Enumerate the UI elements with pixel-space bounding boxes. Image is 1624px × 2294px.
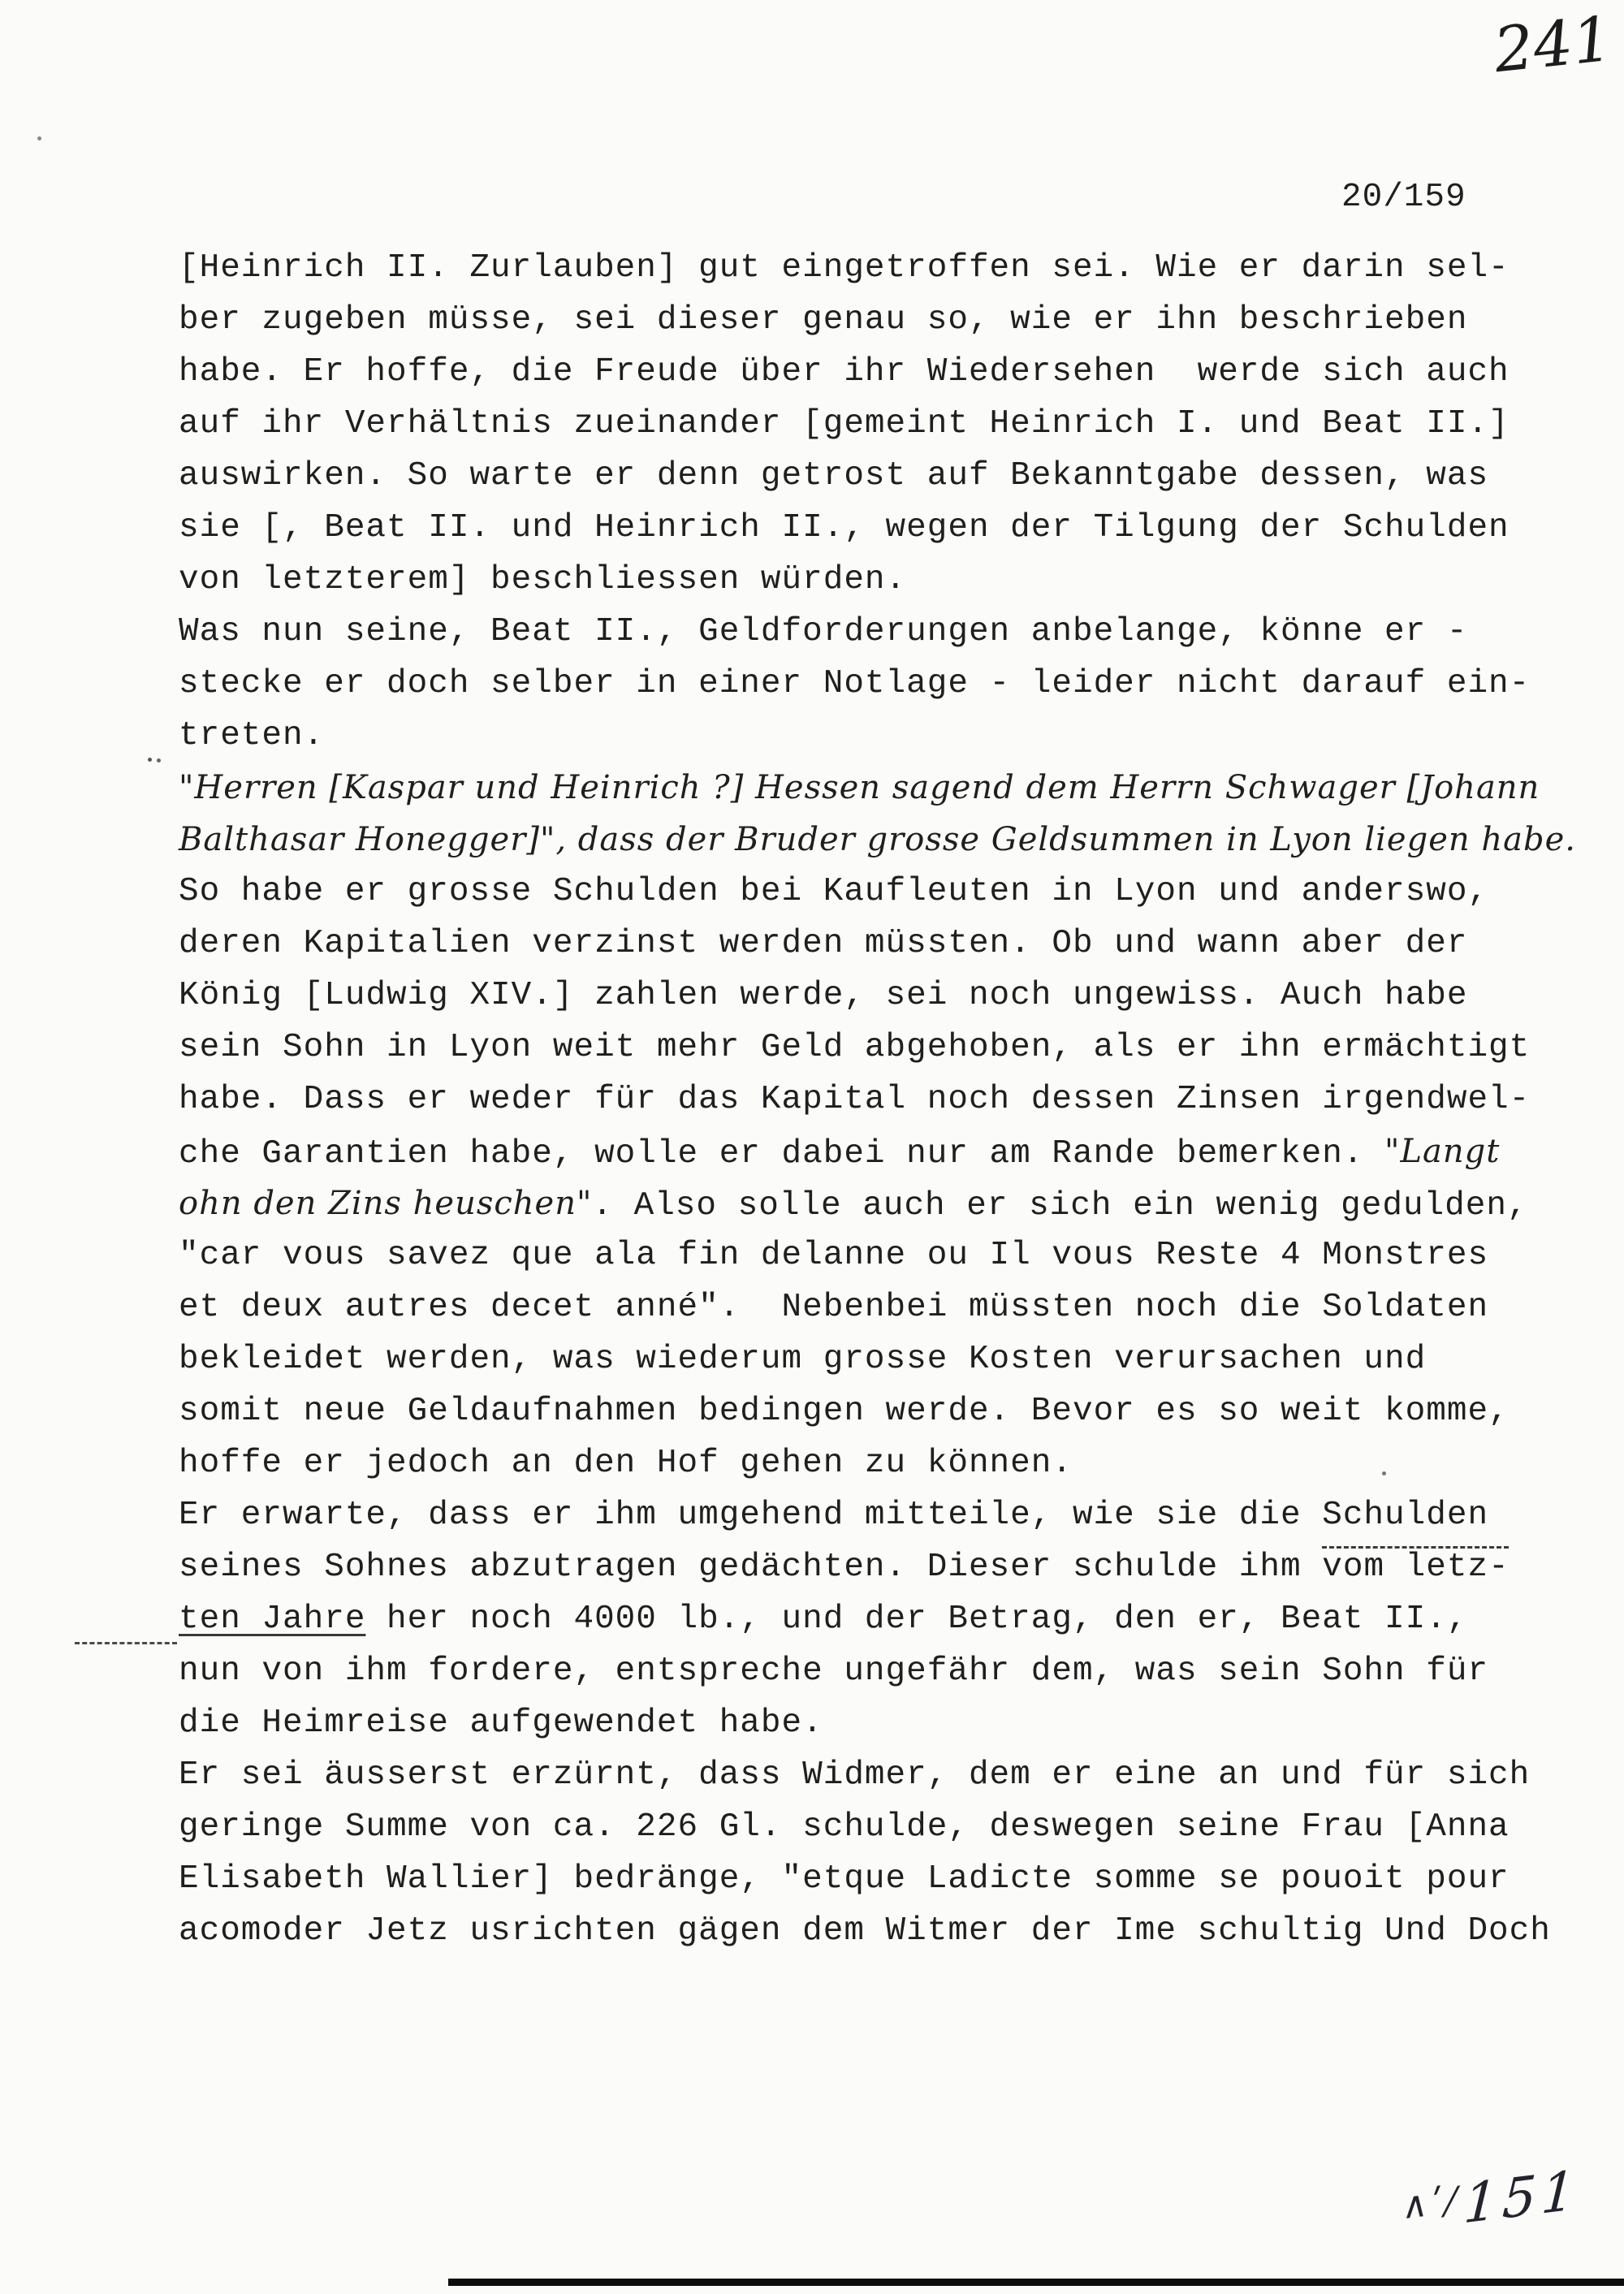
text-line	[179, 1697, 1576, 1749]
typewriter-text: somit neue Geldaufnahmen bedingen werde. Bevor es so weit komme,	[179, 1393, 1510, 1430]
text-line	[179, 970, 1576, 1022]
text-line	[179, 1022, 1576, 1074]
typewriter-text: die Heimreise aufgewendet habe.	[179, 1704, 823, 1742]
underlined-text: ten Jahre	[179, 1601, 366, 1638]
typewriter-text: Er erwarte, dass er ihm umgehend mitteile, wie sie die Schulden	[179, 1497, 1489, 1534]
typewriter-text: Was nun seine, Beat II., Geldforderungen anbelange, könne er -	[179, 613, 1468, 650]
typewriter-text: seines Sohnes abzutragen gedächten. Dieser schulde ihm	[179, 1549, 1323, 1586]
typewriter-text: [Heinrich II. Zurlauben] gut eingetroffen sei. Wie er darin sel-	[179, 249, 1510, 287]
typewriter-text: deren Kapitalien verzinst werden müssten. Ob und wann aber der	[179, 925, 1468, 962]
scan-speck	[37, 136, 41, 140]
handwritten-margin-line	[75, 1642, 177, 1644]
text-line	[179, 1074, 1576, 1125]
script-text: "Langt	[1384, 1133, 1501, 1170]
typewriter-text: sie [, Beat II. und Heinrich II., wegen der Tilgung der Schulden	[179, 509, 1510, 546]
text-line	[179, 1281, 1576, 1333]
document-body	[179, 242, 1576, 1957]
text-line	[179, 1853, 1576, 1905]
typewriter-text: geringe Summe von ca. 226 Gl. schulde, deswegen seine Frau [Anna	[179, 1808, 1510, 1846]
text-line	[179, 606, 1576, 658]
handwritten-number: 151	[1462, 2158, 1582, 2236]
text-line	[179, 554, 1576, 606]
scan-speck	[1382, 1471, 1386, 1475]
typewriter-text: habe. Er hoffe, die Freude über ihr Wiedersehen werde sich auch	[179, 353, 1510, 391]
text-line	[179, 866, 1576, 918]
text-line	[179, 1437, 1576, 1489]
page-number: 20/159	[1341, 179, 1466, 216]
text-line	[179, 1177, 1576, 1229]
overlined-text: vom letz-	[1322, 1549, 1510, 1586]
scan-speck	[148, 758, 152, 762]
text-line	[179, 762, 1576, 814]
typewriter-text: nun von ihm fordere, entspreche ungefähr dem, was sein Sohn für	[179, 1652, 1489, 1690]
handwritten-annotation-bottom	[1401, 2158, 1582, 2244]
handwritten-marks: ∧ʹ/	[1401, 2179, 1462, 2228]
text-line	[179, 1333, 1576, 1385]
typewriter-text: "car vous savez que ala fin delanne ou Il vous Reste 4 Monstres	[179, 1237, 1489, 1274]
text-line	[179, 918, 1576, 970]
text-line	[179, 1541, 1576, 1593]
typewriter-text: hoffe er jedoch an den Hof gehen zu können.	[179, 1445, 1073, 1482]
text-line	[179, 1385, 1576, 1437]
typewriter-text: Er sei äusserst erzürnt, dass Widmer, dem er eine an und für sich	[179, 1756, 1531, 1794]
typewriter-text: et deux autres decet anné". Nebenbei müssten noch die Soldaten	[179, 1289, 1489, 1326]
typewriter-text: bekleidet werden, was wiederum grosse Kosten verursachen und	[179, 1341, 1427, 1378]
text-line	[179, 1593, 1576, 1645]
scan-edge-artifact	[448, 2279, 1624, 2286]
typewriter-text: treten.	[179, 717, 325, 754]
typewriter-text: her noch 4000 lb., und der Betrag, den er, Beat II.,	[365, 1601, 1468, 1638]
text-line	[179, 294, 1576, 346]
text-line	[179, 1749, 1576, 1801]
typewriter-text: habe. Dass er weder für das Kapital noch dessen Zinsen irgendwel-	[179, 1081, 1531, 1118]
typewriter-text: Elisabeth Wallier] bedränge, "etque Ladicte somme se pouoit pour	[179, 1860, 1510, 1898]
typewriter-text: ber zugeben müsse, sei dieser genau so, wie er ihn beschrieben	[179, 301, 1468, 339]
typewriter-text: von letzterem] beschliessen würden.	[179, 561, 907, 598]
typewriter-text: auf ihr Verhältnis zueinander [gemeint Heinrich I. und Beat II.]	[179, 405, 1510, 443]
text-line	[179, 1125, 1576, 1177]
typewriter-text: . Also solle auch er sich ein wenig gedulden,	[592, 1187, 1528, 1225]
text-line	[179, 814, 1576, 866]
typewriter-text: So habe er grosse Schulden bei Kaufleuten in Lyon und anderswo,	[179, 873, 1489, 910]
handwritten-page-number-top: 241	[1490, 2, 1616, 87]
text-line	[179, 450, 1576, 502]
typewriter-text: sein Sohn in Lyon weit mehr Geld abgehoben, als er ihn ermächtigt	[179, 1029, 1531, 1066]
text-line	[179, 1905, 1576, 1957]
text-line	[179, 658, 1576, 710]
script-text: ohn den Zins heuschen"	[179, 1185, 593, 1222]
text-line	[179, 1645, 1576, 1697]
script-text: Balthasar Honegger]", dass der Bruder grosse Geldsummen in Lyon liegen habe.	[179, 821, 1576, 858]
typewriter-text: stecke er doch selber in einer Notlage - leider nicht darauf ein-	[179, 665, 1531, 702]
script-text: "Herren [Kaspar und Heinrich ?] Hessen sagend dem Herrn Schwager [Johann	[179, 769, 1540, 806]
typewriter-text: che Garantien habe, wolle er dabei nur am Rande bemerken.	[179, 1135, 1385, 1173]
typewriter-text: König [Ludwig XIV.] zahlen werde, sei noch ungewiss. Auch habe	[179, 977, 1468, 1014]
text-line	[179, 1801, 1576, 1853]
text-line	[179, 242, 1576, 294]
text-line	[179, 398, 1576, 450]
typewriter-text: acomoder Jetz usrichten gägen dem Witmer der Ime schultig Und Doch	[179, 1912, 1551, 1950]
typewriter-text: auswirken. So warte er denn getrost auf Bekanntgabe dessen, was	[179, 457, 1489, 495]
text-line	[179, 1229, 1576, 1281]
text-line	[179, 1489, 1576, 1541]
text-line	[179, 710, 1576, 762]
text-line	[179, 346, 1576, 398]
text-line	[179, 502, 1576, 554]
